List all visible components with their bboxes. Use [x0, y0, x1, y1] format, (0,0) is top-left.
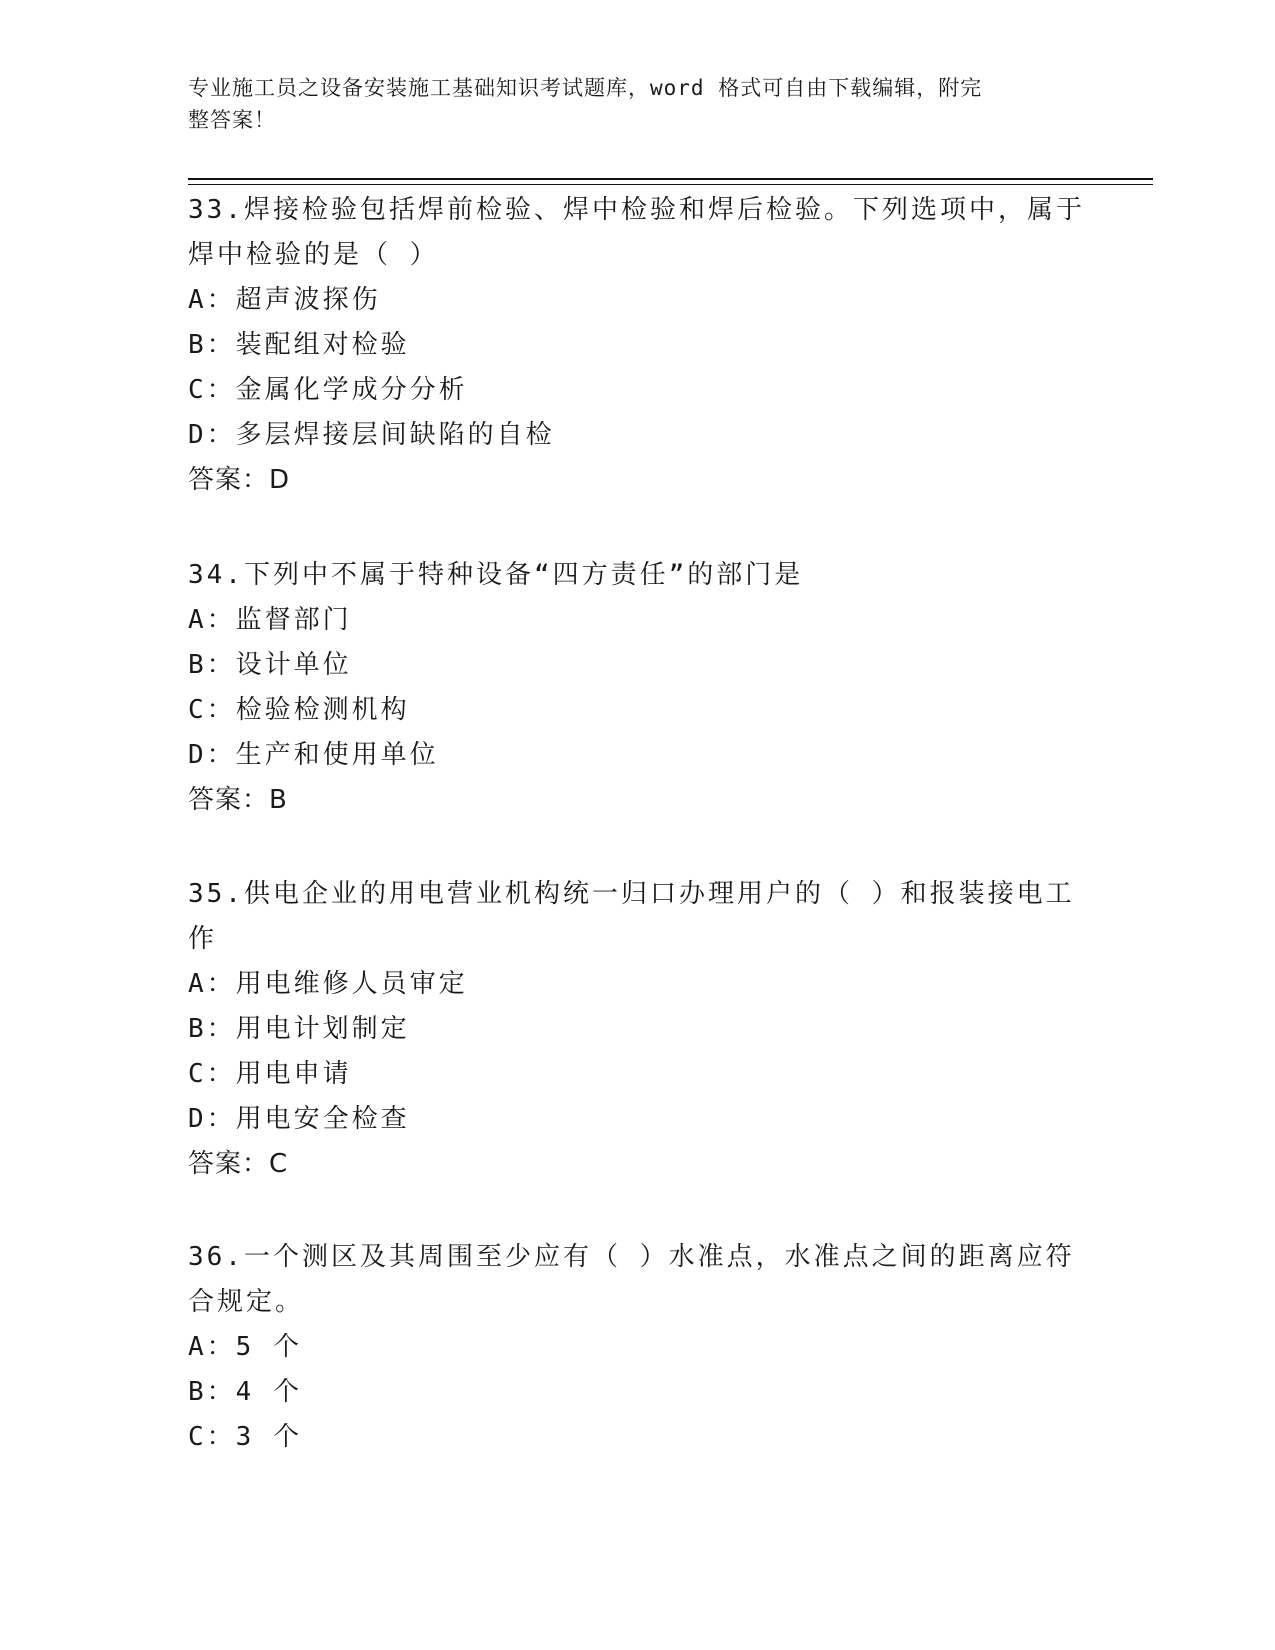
option-b: B：装配组对检验 [188, 330, 410, 360]
question-stem-line-2: 焊中检验的是（ ） [188, 240, 439, 270]
option-a: A：超声波探伤 [188, 285, 381, 315]
header-divider-thin [188, 184, 1153, 185]
question-stem-line-1: 35.供电企业的用电营业机构统一归口办理用户的（ ）和报装接电工 [188, 879, 1075, 909]
option-d: D：多层焊接层间缺陷的自检 [188, 420, 555, 450]
question-34 [188, 553, 1088, 823]
question-stem-line-1: 33.焊接检验包括焊前检验、焊中检验和焊后检验。下列选项中，属于 [188, 195, 1085, 225]
question-stem-line-2: 作 [188, 924, 218, 954]
question-33 [188, 188, 1088, 503]
option-d: D：用电安全检查 [188, 1104, 410, 1134]
header-line-1: 专业施工员之设备安装施工基础知识考试题库，word 格式可自由下载编辑，附完 [188, 76, 983, 100]
option-b: B：4 个 [188, 1377, 302, 1407]
option-b: B：设计单位 [188, 650, 352, 680]
option-c: C：3 个 [188, 1422, 302, 1452]
option-d: D：生产和使用单位 [188, 740, 439, 770]
option-b: B：用电计划制定 [188, 1014, 410, 1044]
option-c: C：用电申请 [188, 1059, 352, 1089]
question-35 [188, 872, 1088, 1187]
header-line-2: 整答案！ [188, 108, 276, 132]
option-c: C：检验检测机构 [188, 695, 410, 725]
answer: 答案：C [188, 1149, 289, 1179]
option-a: A：监督部门 [188, 605, 352, 635]
option-c: C：金属化学成分分析 [188, 375, 468, 405]
option-a: A：5 个 [188, 1332, 302, 1362]
option-a: A：用电维修人员审定 [188, 969, 468, 999]
header-divider-thick [188, 178, 1153, 180]
answer: 答案：B [188, 785, 288, 815]
question-stem-line-1: 34.下列中不属于特种设备“四方责任”的部门是 [188, 560, 804, 590]
question-stem-line-1: 36.一个测区及其周围至少应有（ ）水准点，水准点之间的距离应符 [188, 1242, 1075, 1272]
question-stem-line-2: 合规定。 [188, 1287, 305, 1317]
question-36 [188, 1235, 1088, 1460]
answer: 答案：D [188, 465, 291, 495]
document-header [188, 72, 1068, 136]
